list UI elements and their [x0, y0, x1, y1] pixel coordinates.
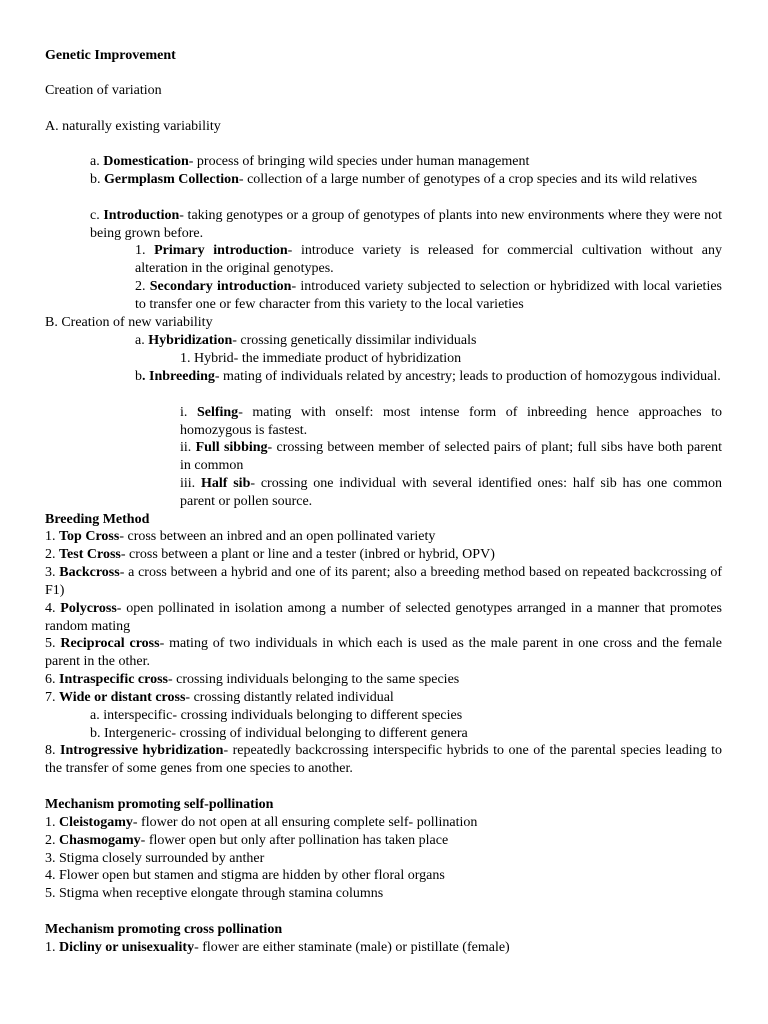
- list-item: 4. Polycross- open pollinated in isolation among a number of selected genotypes arranged in a manner that promotes random mating: [45, 601, 722, 634]
- self-pollination-heading: Mechanism promoting self-pollination: [45, 797, 274, 812]
- list-item: 1. Cleistogamy- flower do not open at all ensuring complete self- pollination: [45, 815, 478, 830]
- document-title: Genetic Improvement: [45, 48, 176, 63]
- list-item: c. Introduction- taking genotypes or a group of genotypes of plants into new environments where they were not being grown before.: [90, 208, 722, 241]
- list-item: 2. Chasmogamy- flower open but only after pollination has taken place: [45, 833, 449, 848]
- list-item: ii. Full sibbing- crossing between member of selected pairs of plant; full sibs have both parent in common: [180, 440, 722, 473]
- list-item: b. Intergeneric- crossing of individual belonging to different genera: [90, 726, 468, 741]
- list-item: 3. Backcross- a cross between a hybrid and one of its parent; also a breeding method based on repeated backcrossing of F1): [45, 565, 723, 598]
- document-subtitle: Creation of variation: [45, 83, 162, 98]
- list-item: 5. Stigma when receptive elongate through stamina columns: [45, 886, 384, 901]
- list-item: 7. Wide or distant cross- crossing distantly related individual: [45, 690, 394, 705]
- list-item: b. Inbreeding- mating of individuals related by ancestry; leads to production of homozygous individual.: [135, 369, 721, 384]
- list-item: 1. Hybrid- the immediate product of hybridization: [180, 351, 462, 366]
- list-item: 1. Dicliny or unisexuality- flower are either staminate (male) or pistillate (female): [45, 940, 510, 955]
- list-item: 3. Stigma closely surrounded by anther: [45, 851, 265, 866]
- list-item: 5. Reciprocal cross- mating of two individuals in which each is used as the male parent in one cross and the female parent in the other.: [45, 636, 723, 669]
- list-item: 1. Primary introduction- introduce variety is released for commercial cultivation without any alteration in the original genotypes.: [135, 243, 722, 276]
- list-item: a. Domestication- process of bringing wild species under human management: [90, 154, 530, 169]
- list-item: 4. Flower open but stamen and stigma are hidden by other floral organs: [45, 868, 445, 883]
- list-item: 6. Intraspecific cross- crossing individuals belonging to the same species: [45, 672, 460, 687]
- list-item: 2. Secondary introduction- introduced variety subjected to selection or hybridized with local varieties to transfer one or few character from this variety to the local varieties: [135, 279, 722, 312]
- list-item: a. Hybridization- crossing genetically dissimilar individuals: [135, 333, 477, 348]
- list-item: 8. Introgressive hybridization- repeatedly backcrossing interspecific hybrids to one of the parental species leading to the transfer of some genes from one species to another.: [45, 743, 723, 776]
- list-item: i. Selfing- mating with onself: most intense form of inbreeding hence approaches to homozygous is fastest.: [180, 405, 722, 438]
- section-a-heading: A. naturally existing variability: [45, 119, 221, 134]
- list-item: 1. Top Cross- cross between an inbred and an open pollinated variety: [45, 529, 436, 544]
- list-item: 2. Test Cross- cross between a plant or line and a tester (inbred or hybrid, OPV): [45, 547, 495, 562]
- list-item: b. Germplasm Collection- collection of a large number of genotypes of a crop species and its wild relatives: [90, 172, 698, 187]
- breeding-method-heading: Breeding Method: [45, 512, 150, 527]
- section-b-heading: B. Creation of new variability: [45, 315, 213, 330]
- cross-pollination-heading: Mechanism promoting cross pollination: [45, 922, 283, 937]
- list-item: a. interspecific- crossing individuals belonging to different species: [90, 708, 463, 723]
- list-item: iii. Half sib- crossing one individual with several identified ones: half sib has one common parent or pollen source.: [180, 476, 723, 509]
